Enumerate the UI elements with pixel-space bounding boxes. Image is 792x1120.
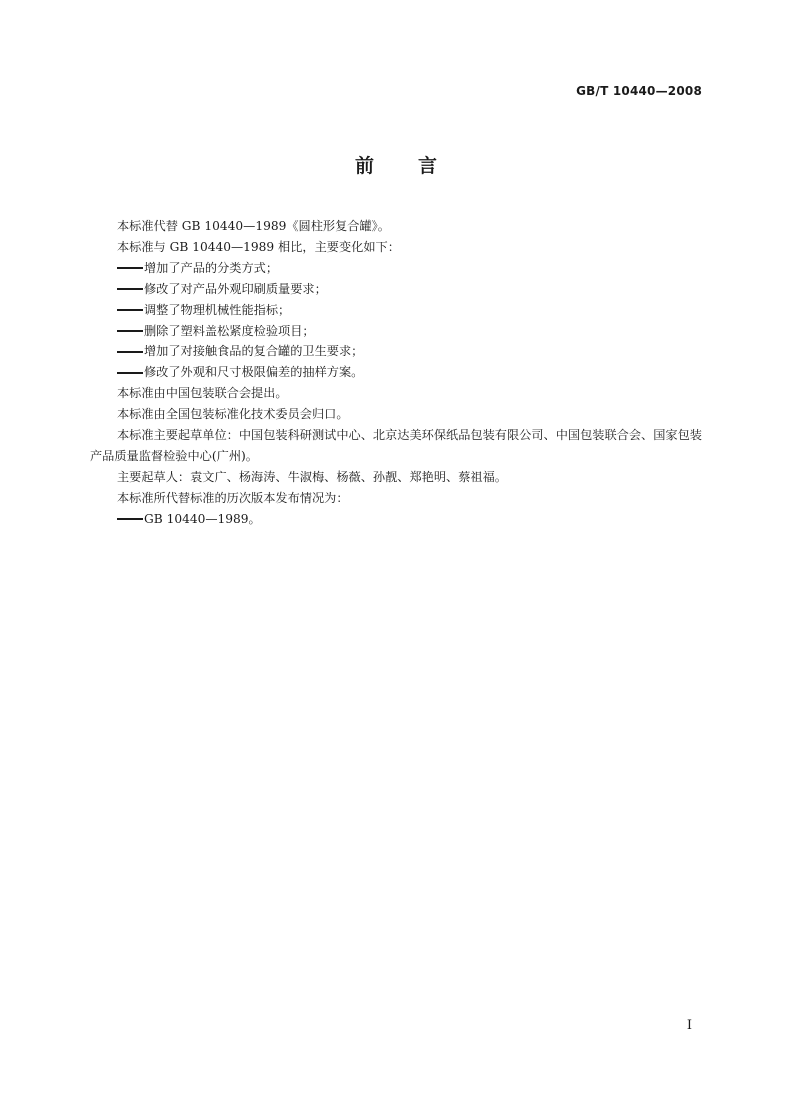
dash-mark [117, 372, 143, 374]
dash-mark [117, 309, 143, 311]
history-text: GB 10440—1989。 [144, 511, 261, 526]
change-item [90, 362, 704, 383]
title-char-2: 言 [418, 155, 438, 177]
paragraph-proposed-by: 本标准由中国包装联合会提出。 [117, 386, 288, 401]
dash-mark [117, 267, 143, 269]
change-text: 增加了产品的分类方式； [144, 260, 279, 275]
page-title [0, 151, 792, 178]
change-text: 修改了外观和尺寸极限偏差的抽样方案。 [144, 365, 364, 380]
change-item [90, 279, 704, 300]
foreword-body [90, 216, 704, 530]
change-text: 调整了物理机械性能指标； [144, 302, 291, 317]
dash-mark [117, 288, 143, 290]
change-item [90, 321, 704, 342]
title-char-1: 前 [354, 155, 374, 177]
paragraph-changes-intro: 本标准与 GB 10440—1989 相比，主要变化如下： [117, 239, 400, 254]
paragraph-drafters: 主要起草人：袁文广、杨海涛、牛淑梅、杨薇、孙靓、郑艳明、蔡祖福。 [117, 469, 507, 484]
standard-number: GB/T 10440—2008 [576, 84, 702, 98]
page-number: I [686, 1018, 692, 1033]
history-item [90, 509, 704, 530]
change-text: 修改了对产品外观印刷质量要求； [144, 281, 327, 296]
paragraph-history-intro: 本标准所代替标准的历次版本发布情况为： [117, 490, 349, 505]
change-item [90, 341, 704, 362]
paragraph-drafting-units: 本标准主要起草单位：中国包装科研测试中心、北京达美环保纸品包装有限公司、中国包装联合会、国家包装产品质量监督检验中心(广州)。 [90, 428, 702, 463]
paragraph-under-jurisdiction: 本标准由全国包装标准化技术委员会归口。 [117, 407, 349, 422]
change-item [90, 258, 704, 279]
change-text: 增加了对接触食品的复合罐的卫生要求； [144, 344, 364, 359]
dash-mark [117, 518, 143, 520]
dash-mark [117, 351, 143, 353]
paragraph-replaces: 本标准代替 GB 10440—1989《圆柱形复合罐》。 [117, 219, 390, 233]
change-item [90, 300, 704, 321]
dash-mark [117, 330, 143, 332]
change-text: 删除了塑料盖松紧度检验项目； [144, 323, 315, 338]
